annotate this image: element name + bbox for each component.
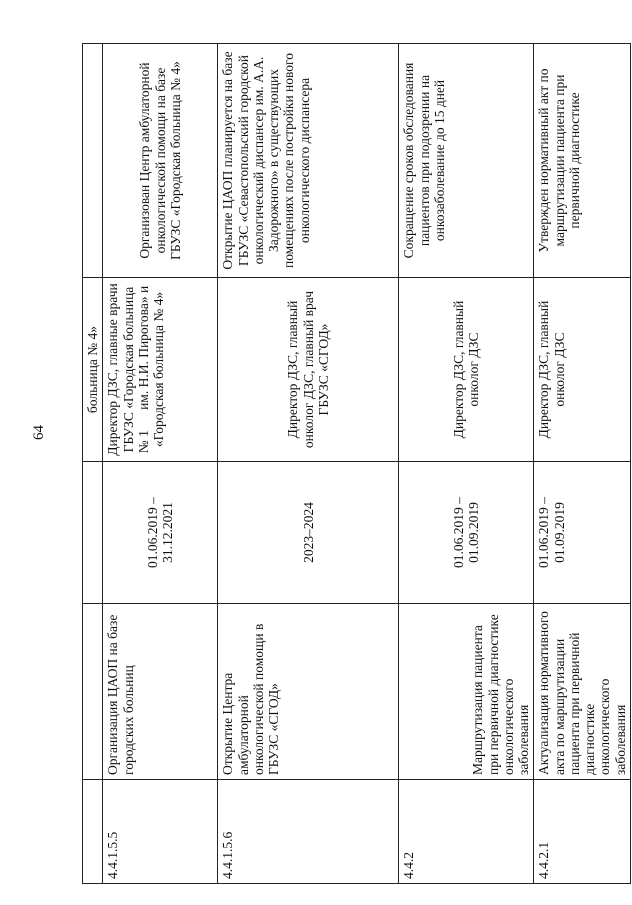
cont-cell-task: [83, 604, 103, 780]
row-deadline: 01.06.2019 – 01.09.2019: [534, 462, 631, 604]
cont-cell-result: [83, 44, 103, 278]
row-task: Маршрутизация пациента при первичной диагностике онкологического заболевания: [399, 604, 534, 780]
plan-table: [82, 43, 631, 884]
row-result: Организован Центр амбулаторной онкологической помощи на базе ГБУЗС «Городская больница № 4»: [103, 44, 218, 278]
row-task: Актуализация нормативного акта по маршрутизации пациента при первичной диагностике онкологического заболевания: [534, 604, 631, 780]
row-deadline: 2023–2024: [218, 462, 399, 604]
row-responsible: Директор ДЗС, главный онколог ДЗС, главный врач ГБУЗС «СГОД»: [218, 278, 399, 462]
table-row: [218, 44, 399, 884]
row-result: Утвержден нормативный акт по маршрутизации пациента при первичной диагностике: [534, 44, 631, 278]
row-code: 4.4.2.1: [534, 780, 631, 884]
table-row: [534, 44, 631, 884]
row-responsible: Директор ДЗС, главный онколог ДЗС: [399, 278, 534, 462]
row-responsible: Директор ДЗС, главные врачи ГБУЗС «Городская больница № 1 им. Н.И. Пирогова» и «Городская больница № 4»: [103, 278, 218, 462]
cont-cell-code: [83, 780, 103, 884]
table-row: [103, 44, 218, 884]
row-result: Открытие ЦАОП планируется на базе ГБУЗС «Севастопольский городской онкологический диспансер им. А.А. Задорожного» в существующих помещениях после постройки нового онкологического диспансера: [218, 44, 399, 278]
rotated-table-container: [82, 44, 628, 884]
row-deadline: 01.06.2019 – 31.12.2021: [103, 462, 218, 604]
row-result: Сокращение сроков обследования пациентов при подозрении на онкозаболевание до 15 дней: [399, 44, 534, 278]
table-row: [399, 44, 534, 884]
row-code: 4.4.1.5.6: [218, 780, 399, 884]
cont-cell-deadline: [83, 462, 103, 604]
row-task: Организация ЦАОП на базе городских больниц: [103, 604, 218, 780]
cont-cell-responsible: больница № 4»: [83, 278, 103, 462]
page-number: 64: [31, 425, 47, 440]
row-responsible: Директор ДЗС, главный онколог ДЗС: [534, 278, 631, 462]
row-code: 4.4.1.5.5: [103, 780, 218, 884]
row-task: Открытие Центра амбулаторной онкологической помощи в ГБУЗС «СГОД»: [218, 604, 399, 780]
row-deadline: 01.06.2019 – 01.09.2019: [399, 462, 534, 604]
row-code: 4.4.2: [399, 780, 534, 884]
table-row-continuation: [83, 44, 103, 884]
